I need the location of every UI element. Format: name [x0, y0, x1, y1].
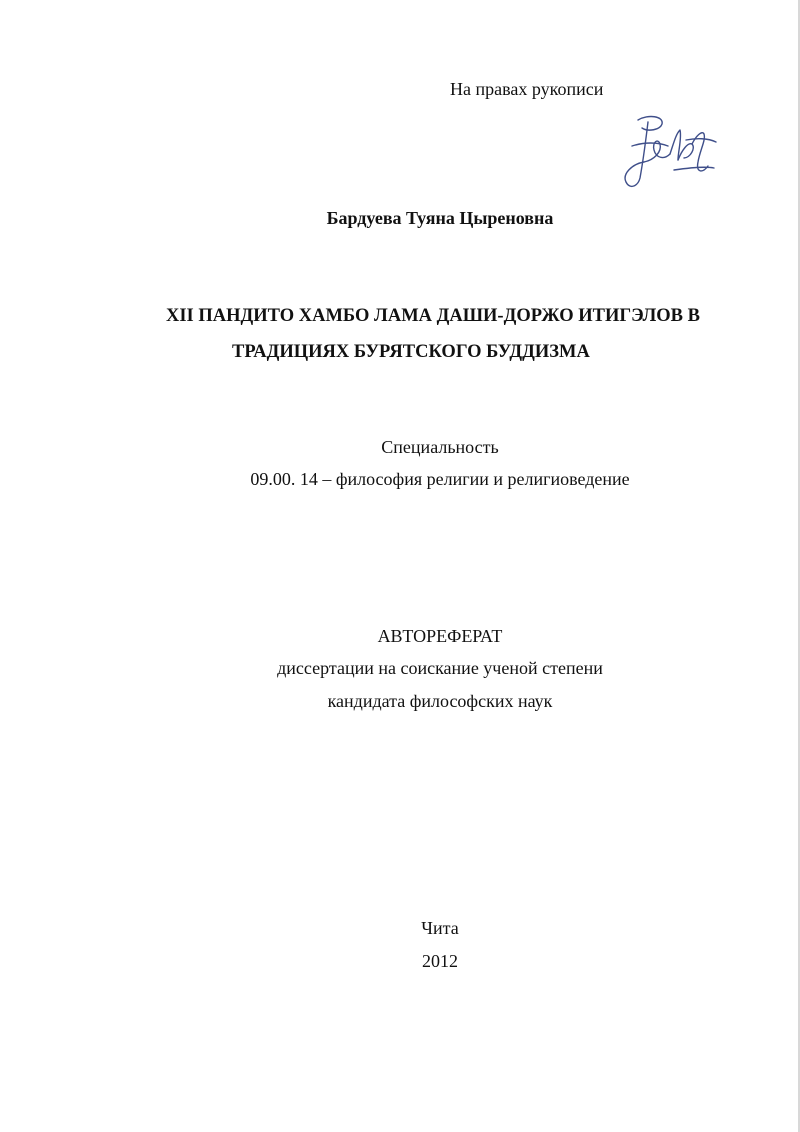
specialty-code: 09.00. 14 – философия религии и религиоведение — [250, 469, 630, 489]
document-type: АВТОРЕФЕРАТ — [377, 626, 503, 646]
rights-note: На правах рукописи — [450, 79, 604, 99]
dissertation-title-line-2: ТРАДИЦИЯХ БУРЯТСКОГО БУДДИЗМА — [232, 342, 590, 362]
document-description-line-1: диссертации на соискание ученой степени — [277, 658, 603, 678]
specialty-label: Специальность — [381, 437, 499, 457]
author-name: Бардуева Туяна Цыреновна — [326, 208, 554, 228]
dissertation-title-line-1: XII ПАНДИТО ХАМБО ЛАМА ДАШИ-ДОРЖО ИТИГЭЛОВ В — [166, 306, 700, 326]
year: 2012 — [422, 951, 458, 971]
handwritten-signature — [618, 112, 722, 194]
document-description-line-2: кандидата философских наук — [327, 691, 553, 711]
city: Чита — [421, 918, 459, 938]
